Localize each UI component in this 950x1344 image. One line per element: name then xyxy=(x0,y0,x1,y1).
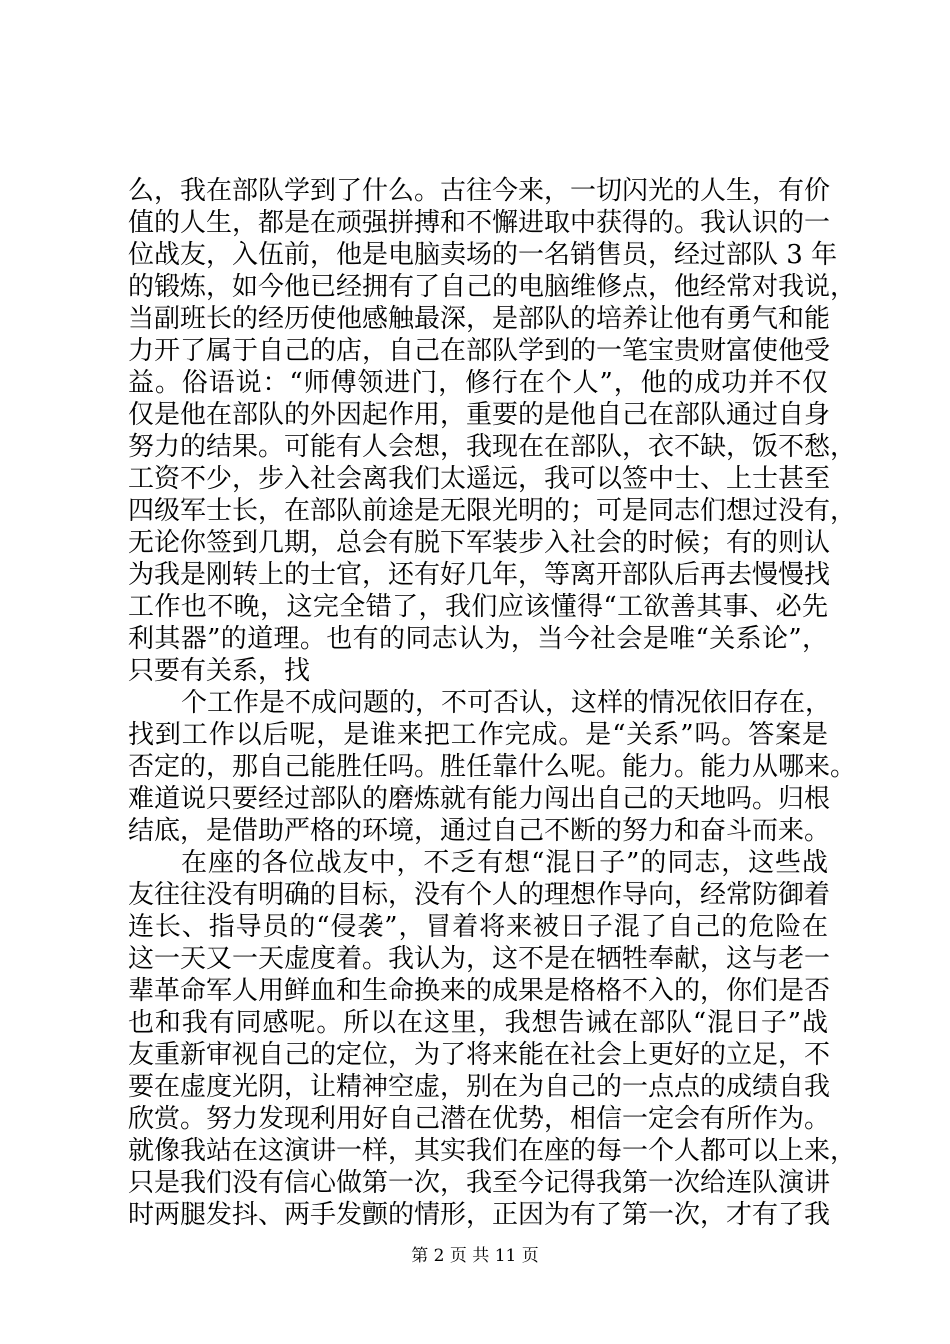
text-line: 这一天又一天虚度着。我认为，这不是在牺牲奉献，这与老一 xyxy=(128,944,831,974)
text-line: 否定的，那自己能胜任吗。胜任靠什么呢。能力。能力从哪来。 xyxy=(128,752,857,782)
text-line: 值的人生，都是在顽强拼搏和不懈进取中获得的。我认识的一 xyxy=(128,208,831,238)
text-line: 么，我在部队学到了什么。古往今来，一切闪光的人生，有价 xyxy=(128,176,831,206)
text-line: 工资不少，步入社会离我们太遥远，我可以签中士、上士甚至 xyxy=(128,464,831,494)
text-line: 四级军士长，在部队前途是无限光明的；可是同志们想过没有， xyxy=(128,496,857,526)
text-line: 欣赏。努力发现利用好自己潜在优势，相信一定会有所作为。 xyxy=(128,1104,831,1134)
text-line: 就像我站在这演讲一样，其实我们在座的每一个人都可以上来， xyxy=(128,1136,857,1166)
text-line: 无论你签到几期，总会有脱下军装步入社会的时候；有的则认 xyxy=(128,528,831,558)
text-line: 连长、指导员的“侵袭”，冒着将来被日子混了自己的危险在 xyxy=(128,912,828,942)
text-line: 也和我有同感呢。所以在这里，我想告诫在部队“混日子”战 xyxy=(128,1008,828,1038)
text-line: 当副班长的经历使他感触最深，是部队的培养让他有勇气和能 xyxy=(128,304,831,334)
text-line: 在座的各位战友中，不乏有想“混日子”的同志，这些战 xyxy=(181,848,828,878)
text-line: 结底，是借助严格的环境，通过自己不断的努力和奋斗而来。 xyxy=(128,816,831,846)
body-text xyxy=(128,175,857,1231)
text-line: 力开了属于自己的店，自己在部队学到的一笔宝贵财富使他受 xyxy=(128,336,831,366)
text-line: 的锻炼，如今他已经拥有了自己的电脑维修点，他经常对我说， xyxy=(128,272,857,302)
text-line: 友重新审视自己的定位，为了将来能在社会上更好的立足，不 xyxy=(128,1040,831,1070)
text-line: 时两腿发抖、两手发颤的情形，正因为有了第一次，才有了我 xyxy=(128,1200,831,1230)
text-line: 只是我们没有信心做第一次，我至今记得我第一次给连队演讲 xyxy=(128,1168,831,1198)
text-line: 努力的结果。可能有人会想，我现在在部队，衣不缺，饭不愁， xyxy=(128,432,857,462)
page-footer: 第 2 页 共 11 页 xyxy=(411,1246,539,1266)
text-line: 辈革命军人用鲜血和生命换来的成果是格格不入的，你们是否 xyxy=(128,976,831,1006)
text-line: 益。俗语说：“师傅领进门，修行在个人”，他的成功并不仅 xyxy=(128,368,828,398)
text-line: 找到工作以后呢，是谁来把工作完成。是“关系”吗。答案是 xyxy=(128,720,828,750)
text-line: 要在虚度光阴，让精神空虚，别在为自己的一点点的成绩自我 xyxy=(128,1072,831,1102)
text-line: 利其器”的道理。也有的同志认为，当今社会是唯“关系论”， xyxy=(128,624,828,654)
text-line: 友往往没有明确的目标，没有个人的理想作导向，经常防御着 xyxy=(128,880,831,910)
text-line: 工作也不晚，这完全错了，我们应该懂得“工欲善其事、必先 xyxy=(128,592,828,622)
text-line: 只要有关系，找 xyxy=(128,656,311,686)
text-line: 为我是刚转上的士官，还有好几年，等离开部队后再去慢慢找 xyxy=(128,560,831,590)
text-line: 位战友，入伍前，他是电脑卖场的一名销售员，经过部队 3 年 xyxy=(128,240,838,270)
text-line: 难道说只要经过部队的磨炼就有能力闯出自己的天地吗。归根 xyxy=(128,784,831,814)
text-line: 仅是他在部队的外因起作用，重要的是他自己在部队通过自身 xyxy=(128,400,831,430)
text-line: 个工作是不成问题的，不可否认，这样的情况依旧存在， xyxy=(181,688,832,718)
